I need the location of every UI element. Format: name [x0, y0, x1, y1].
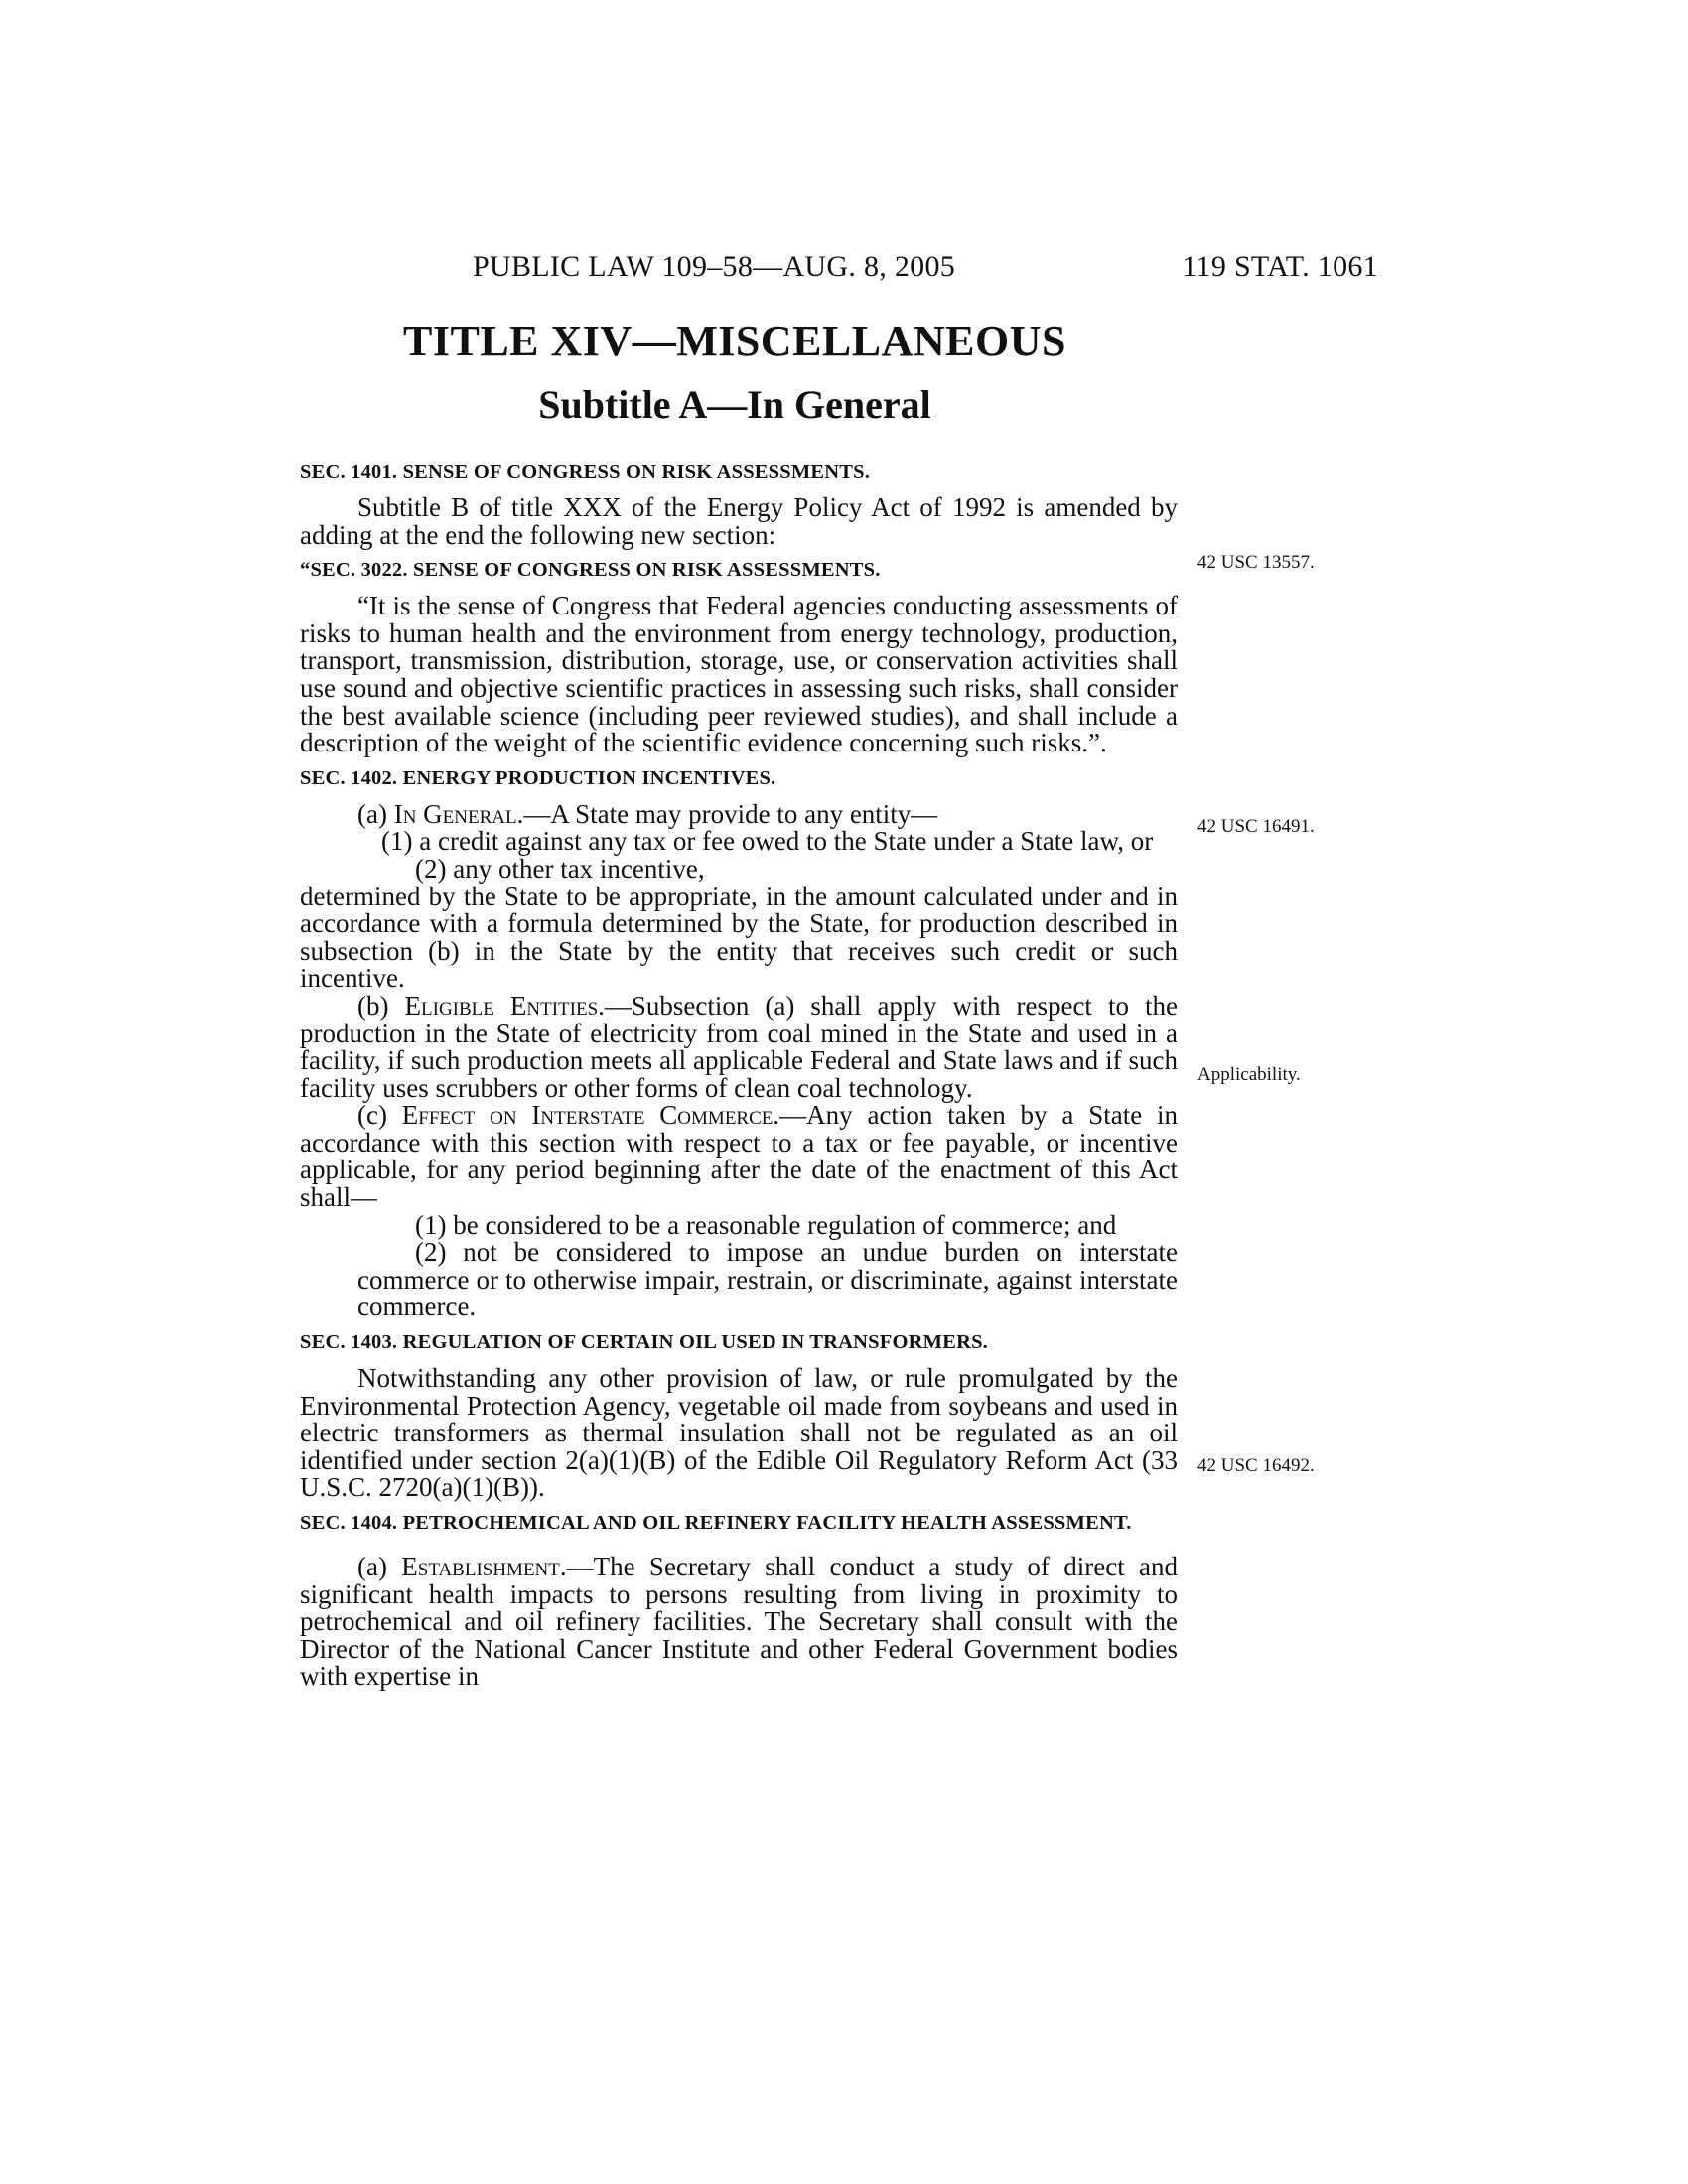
section-1404-heading: SEC. 1404. PETROCHEMICAL AND OIL REFINERY FACILITY HEALTH ASSESSMENT.	[300, 1512, 1132, 1534]
section-1402-c2: (2) not be considered to impose an undue burden on interstate commerce or to otherwise impair, restrain, or discriminate, against interstate commerce.	[357, 1237, 1178, 1322]
section-1403-heading: SEC. 1403. REGULATION OF CERTAIN OIL USED IN TRANSFORMERS.	[300, 1331, 988, 1354]
section-1402-a: (a) In General.—A State may provide to any entity—	[357, 798, 938, 829]
margin-note-usc-13557: 42 USC 13557.	[1197, 552, 1315, 573]
section-3022-heading: “SEC. 3022. SENSE OF CONGRESS ON RISK ASSESSMENTS.	[300, 559, 881, 582]
document-body	[300, 459, 1178, 1691]
margin-note-applicability: Applicability.	[1197, 1064, 1301, 1085]
section-1402-b: (b) Eligible Entities.—Subsection (a) shall apply with respect to the production in the State of electricity from coal mined in the State and used in a facility, if such production meets all applicable Federal and State laws and if such facility uses scrubbers or other forms of clean coal technology.	[300, 990, 1178, 1103]
margin-note-usc-16491: 42 USC 16491.	[1197, 816, 1315, 837]
title-heading: TITLE XIV—MISCELLANEOUS	[403, 317, 1066, 365]
section-1404-a: (a) Establishment.—The Secretary shall conduct a study of direct and significant health impacts to persons resulting from living in proximity to petrochemical and oil refinery facilities. The Secretary shall consult with the Director of the National Cancer Institute and other Federal Government bodies with expertise in	[300, 1552, 1179, 1692]
section-3022-text: “It is the sense of Congress that Federal agencies conducting assessments of risks to human health and the environment from energy technology, production, transport, transmission, distribution, storage, use, or conservation activities shall use sound and objective scientific practices in assessing such risks, shall consider the best available science (including peer reviewed studies), and shall include a description of the weight of the scientific evidence concerning such risks.”.	[300, 591, 1178, 758]
section-1402-c1: (1) be considered to be a reasonable regulation of commerce; and	[415, 1209, 1117, 1240]
running-head-stat: 119 STAT. 1061	[1182, 250, 1378, 283]
section-1401-heading: SEC. 1401. SENSE OF CONGRESS ON RISK ASSESSMENTS.	[300, 461, 871, 482]
running-head-law: PUBLIC LAW 109–58—AUG. 8, 2005	[473, 250, 956, 283]
section-1402-a2: (2) any other tax incentive,	[415, 853, 705, 884]
section-1402-heading: SEC. 1402. ENERGY PRODUCTION INCENTIVES.	[300, 766, 776, 789]
subtitle-heading: Subtitle A—In General	[538, 382, 931, 427]
section-1403-text: Notwithstanding any other provision of law, or rule promulgated by the Environmental Protection Agency, vegetable oil made from soybeans and used in electric transformers as thermal insulation shall not be regulated as an oil identified under section 2(a)(1)(B) of the Edible Oil Regulatory Reform Act (33 U.S.C. 2720(a)(1)(B)).	[300, 1363, 1178, 1503]
section-1402-c: (c) Effect on Interstate Commerce.—Any action taken by a State in accordance with this section with respect to a tax or fee payable, or incentive applicable, for any period beginning after the date of the enactment of this Act shall—	[300, 1100, 1179, 1213]
margin-note-usc-16492: 42 USC 16492.	[1197, 1455, 1315, 1476]
section-1401-intro: Subtitle B of title XXX of the Energy Policy Act of 1992 is amended by adding at the end the following new section:	[300, 492, 1178, 550]
section-1402-a-continuation: determined by the State to be appropriate, in the amount calculated under and in accordance with a formula determined by the State, for production described in subsection (b) in the State by the entity that receives such credit or such incentive.	[300, 881, 1178, 994]
section-1402-a1: (1) a credit against any tax or fee owed to the State under a State law, or	[381, 826, 1154, 857]
